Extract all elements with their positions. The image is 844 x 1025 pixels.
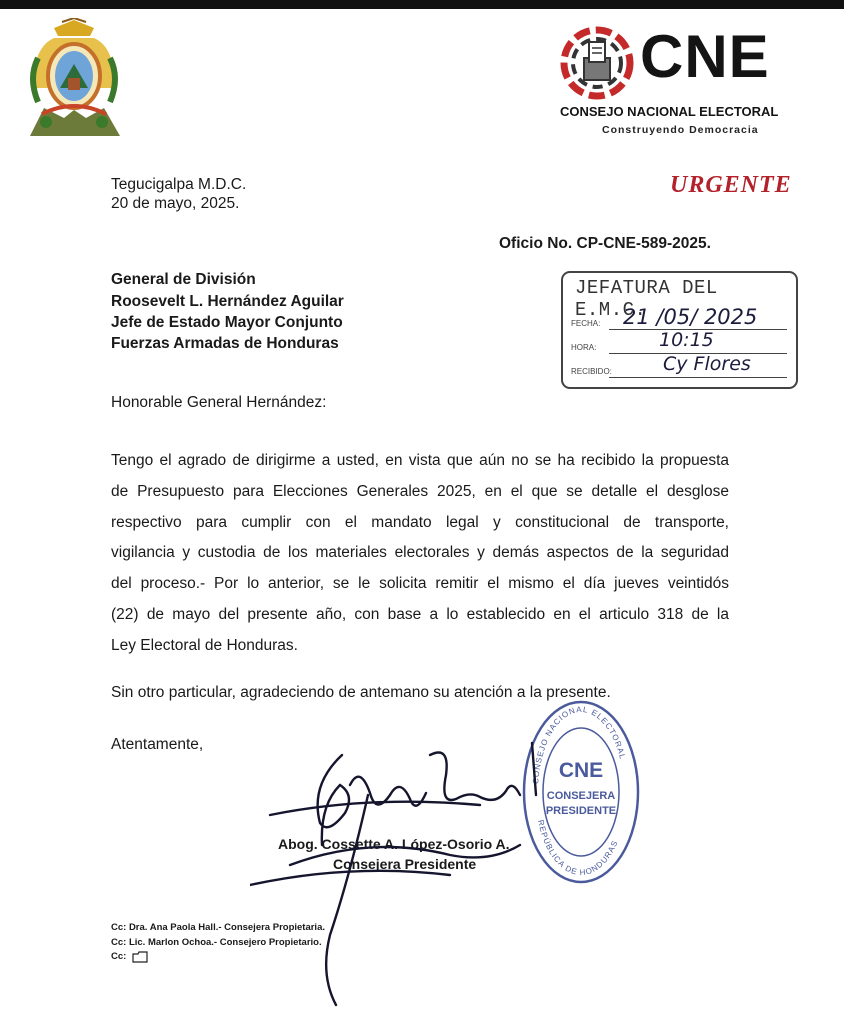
- body-line: (22) de mayo del presente año, con base a lo establecido en el articulo 318 de la: [111, 605, 729, 623]
- body-line: respectivo para cumplir con el mandato legal y constitucional de transporte,: [111, 513, 729, 531]
- closing-line: Sin otro particular, agradeciendo de antemano su atención a la presente.: [111, 684, 611, 701]
- recipient-institution: Fuerzas Armadas de Honduras: [111, 335, 339, 352]
- stamp-received-value: Cy Flores: [663, 353, 751, 375]
- signer-title: Consejera Presidente: [333, 856, 477, 872]
- letter-date: 20 de mayo, 2025.: [111, 195, 240, 212]
- stamp-date-label: FECHA:: [571, 319, 601, 328]
- stamp-date-value: 21 /05/ 2025: [623, 305, 758, 329]
- body-line: Ley Electoral de Honduras.: [111, 636, 298, 654]
- seal-line-1: CONSEJERA: [546, 790, 616, 802]
- received-stamp: [561, 271, 798, 389]
- stamp-time-value: 10:15: [659, 329, 714, 351]
- recipient-rank: General de División: [111, 271, 256, 288]
- top-border: [0, 0, 844, 9]
- body-line: vigilancia y custodia de los materiales electorales y demás aspectos de la seguridad: [111, 544, 729, 562]
- seal-line-2: PRESIDENTE: [545, 805, 617, 817]
- stamp-received-label: RECIBIDO:: [571, 367, 612, 376]
- letter-place: Tegucigalpa M.D.C.: [111, 176, 247, 193]
- stamp-received-line: [609, 377, 787, 378]
- letter-body: [111, 446, 729, 662]
- folder-icon: [132, 951, 148, 963]
- cc-line: Cc: Dra. Ana Paola Hall.- Consejera Propietaria.: [111, 922, 325, 933]
- signer-name: Abog. Cossette A. López-Osorio A.: [278, 836, 510, 852]
- honduras-coat-of-arms-icon: [24, 18, 124, 136]
- stamp-title: JEFATURA DEL E.M.C.: [575, 277, 718, 321]
- signature-text: López-Osorio: [400, 765, 407, 766]
- cne-slogan: Construyendo Democracia: [602, 124, 759, 136]
- body-line: de Presupuesto para Elecciones Generales 2025, en el que se detalle el desglose: [111, 482, 729, 500]
- seal-logo-text: CNE: [558, 759, 604, 782]
- cc-line: Cc: Lic. Marlon Ochoa.- Consejero Propietario.: [111, 937, 322, 948]
- recipient-name: Roosevelt L. Hernández Aguilar: [111, 293, 344, 310]
- cne-logo: [556, 20, 826, 140]
- cc-line: Cc:: [111, 951, 127, 962]
- body-line: Tengo el agrado de dirigirme a usted, en vista que aún no se ha recibido la propuesta: [111, 452, 729, 469]
- recipient-position: Jefe de Estado Mayor Conjunto: [111, 314, 343, 331]
- cne-full-name: CONSEJO NACIONAL ELECTORAL: [560, 104, 779, 119]
- sign-off: Atentamente,: [111, 736, 204, 753]
- urgent-stamp: URGENTE: [670, 172, 792, 198]
- handwritten-signature: [250, 735, 550, 1025]
- cne-logo-text: CNE: [640, 23, 770, 90]
- salutation: Honorable General Hernández:: [111, 394, 327, 411]
- letter-reference: Oficio No. CP-CNE-589-2025.: [499, 235, 711, 252]
- seal-ring-bottom-text: REPÚBLICA DE HONDURAS: [536, 819, 620, 878]
- stamp-time-label: HORA:: [571, 343, 597, 352]
- seal-ring-top-text: CONSEJO NACIONAL ELECTORAL: [531, 704, 628, 785]
- body-line: del proceso.- Por lo anterior, se le solicita remitir el mismo el día jueves veintidós: [111, 575, 729, 593]
- ballot-box-icon: [558, 24, 636, 102]
